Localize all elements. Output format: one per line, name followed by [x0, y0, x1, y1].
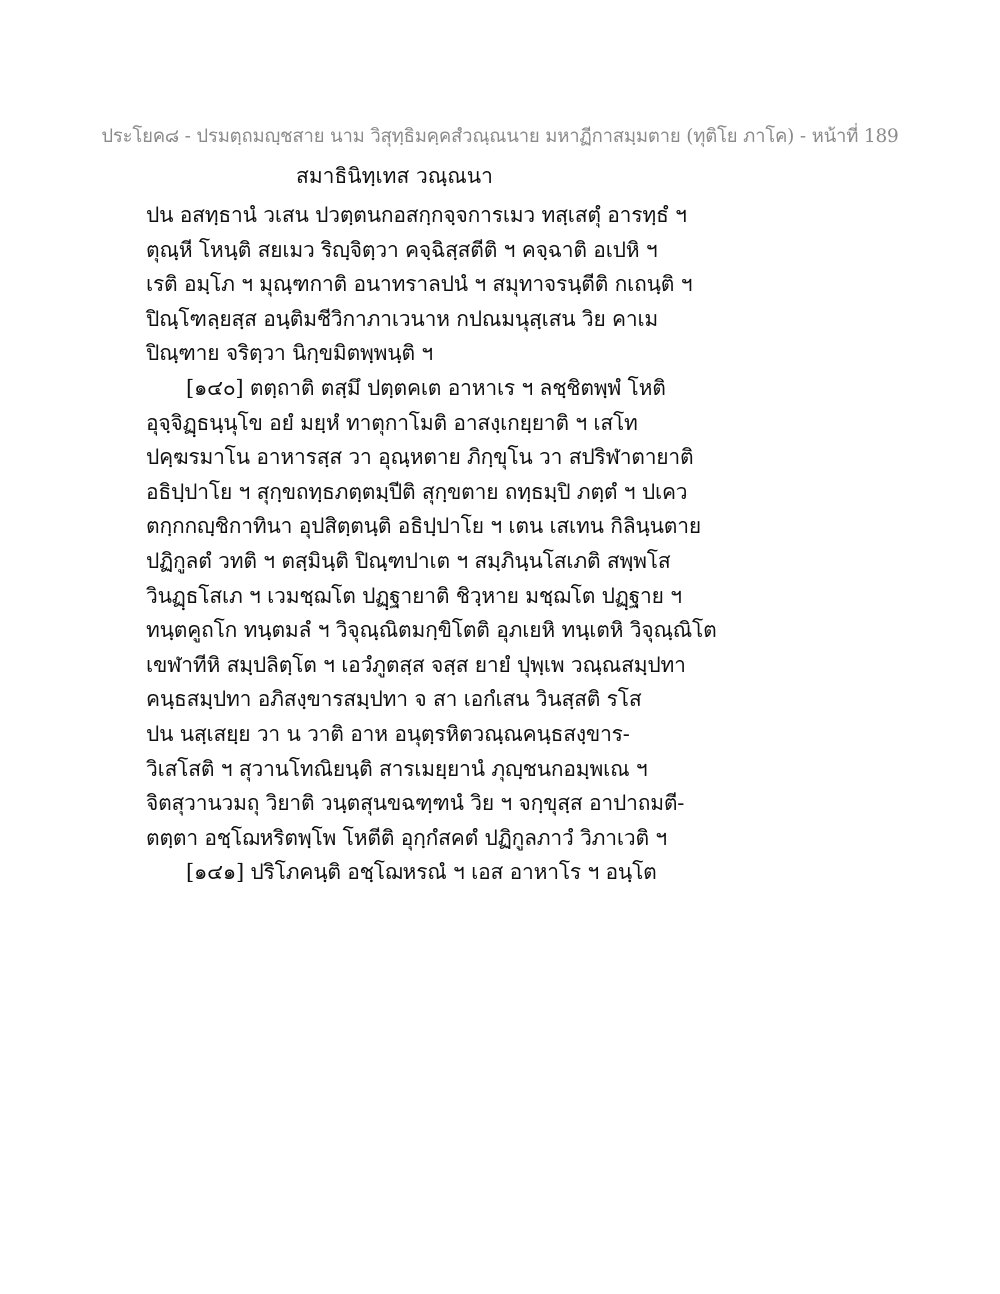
text-line: ปิณฺฑาย จริตฺวา นิกฺขมิตพฺพนฺติ ฯ: [146, 341, 433, 366]
paragraph-start-141: [๑๔๑] ปริโภคนฺติ อชฺโฌหรณํ ฯ เอส อาหาโร ฯ อนฺโต: [186, 860, 657, 885]
text-line: เรติ อมฺโภ ฯ มุณฺฑกาติ อนาทราลปนํ ฯ สมุทาจรนฺตีติ กเถนฺติ ฯ: [146, 272, 693, 297]
text-line: ปคฺฆรมาโน อาหารสฺส วา อุณฺหตาย ภิกฺขุโน วา สปริฬาตายาติ: [146, 445, 694, 470]
text-line: อธิปฺปาโย ฯ สุกฺขถทฺธภตฺตมฺปีติ สุกฺขตาย ถทฺธมฺปิ ภตฺตํ ฯ ปเคว: [146, 479, 688, 504]
text-line: เขฬาทีหิ สมฺปลิตฺโต ฯ เอวํภูตสฺส จสฺส ยายํ ปุพฺเพ วณฺณสมฺปทา: [146, 652, 686, 677]
text-line: ตกฺกกญฺชิกาทินา อุปสิตฺตนฺติ อธิปฺปาโย ฯ เตน เสเทน กิลินฺนตาย: [146, 514, 701, 539]
text-line: ตตฺตา อชฺโฌหริตพฺโพ โหตีติ อุกฺกํสคตํ ปฏิกูลภาวํ วิภาเวติ ฯ: [146, 825, 667, 850]
section-title: สมาธินิทฺเทส วณฺณนา: [296, 164, 493, 188]
text-line: ปิณฺโฑลฺยสฺส อนฺติมชีวิกาภาเวนาห กปณมนุสฺเสน วิย คาเม: [146, 306, 659, 331]
paragraph-start-140: [๑๔๐] ตตฺถาติ ตสฺมึ ปตฺตคเต อาหาเร ฯ ลชฺชิตพฺพํ โหติ: [186, 375, 666, 400]
running-header: ประโยค๘ - ปรมตฺถมญฺชสาย นาม วิสุทฺธิมคฺคสํวณฺณนาย มหาฏีกาสมฺมตาย (ทุติโย ภาโค) - หน้าที่ 189: [101, 126, 899, 147]
text-line: อุจฺจิฏฺธนฺนุโข อยํ มยฺหํ ทาตุกาโมติ อาสงฺเกยฺยาติ ฯ เสโท: [146, 410, 638, 435]
text-line: ทนฺตคูถโก ทนฺตมลํ ฯ วิจุณฺณิตมกฺขิโตติ อุภเยหิ ทนฺเตหิ วิจุณฺณิโต: [146, 618, 717, 643]
text-line: คนฺธสมฺปทา อภิสงฺขารสมฺปทา จ สา เอกํเสน วินสฺสติ รโส: [146, 687, 642, 712]
text-line: ปน อสทฺธานํ วเสน ปวตฺตนกอสกฺกจฺจการเมว ทสฺเสตุํ อารทฺธํ ฯ: [146, 203, 687, 227]
text-line: วินฏฺธโสเภ ฯ เวมชฺฌโต ปฏฺฐายาติ ชิวฺหาย มชฺฌโต ปฏฺฐาย ฯ: [146, 583, 682, 608]
text-line: จิตสุวานวมถุ วิยาติ วนฺตสุนขฉฑฺฑนํ วิย ฯ จกฺขุสฺส อาปาถมตี-: [146, 791, 685, 816]
text-line: ปน นสฺเสยฺย วา น วาติ อาห อนุตฺรหิตวณฺณคนฺธสงฺขาร-: [146, 721, 630, 746]
text-line: ปฏิกูลตํ วทติ ฯ ตสฺมินฺติ ปิณฺฑปาเต ฯ สมฺภินฺนโสเภติ สพฺพโส: [146, 548, 671, 573]
text-line: วิเสโสติ ฯ สุวานโทณิยนฺติ สารเมยฺยานํ ภุญฺชนกอมฺพเณ ฯ: [146, 756, 648, 781]
body-text: [146, 198, 717, 890]
text-line: ตุณฺหี โหนฺติ สยเมว ริญฺจิตฺวา คจฺฉิสฺสตีติ ฯ คจฺฉาติ อเปหิ ฯ: [146, 237, 658, 262]
